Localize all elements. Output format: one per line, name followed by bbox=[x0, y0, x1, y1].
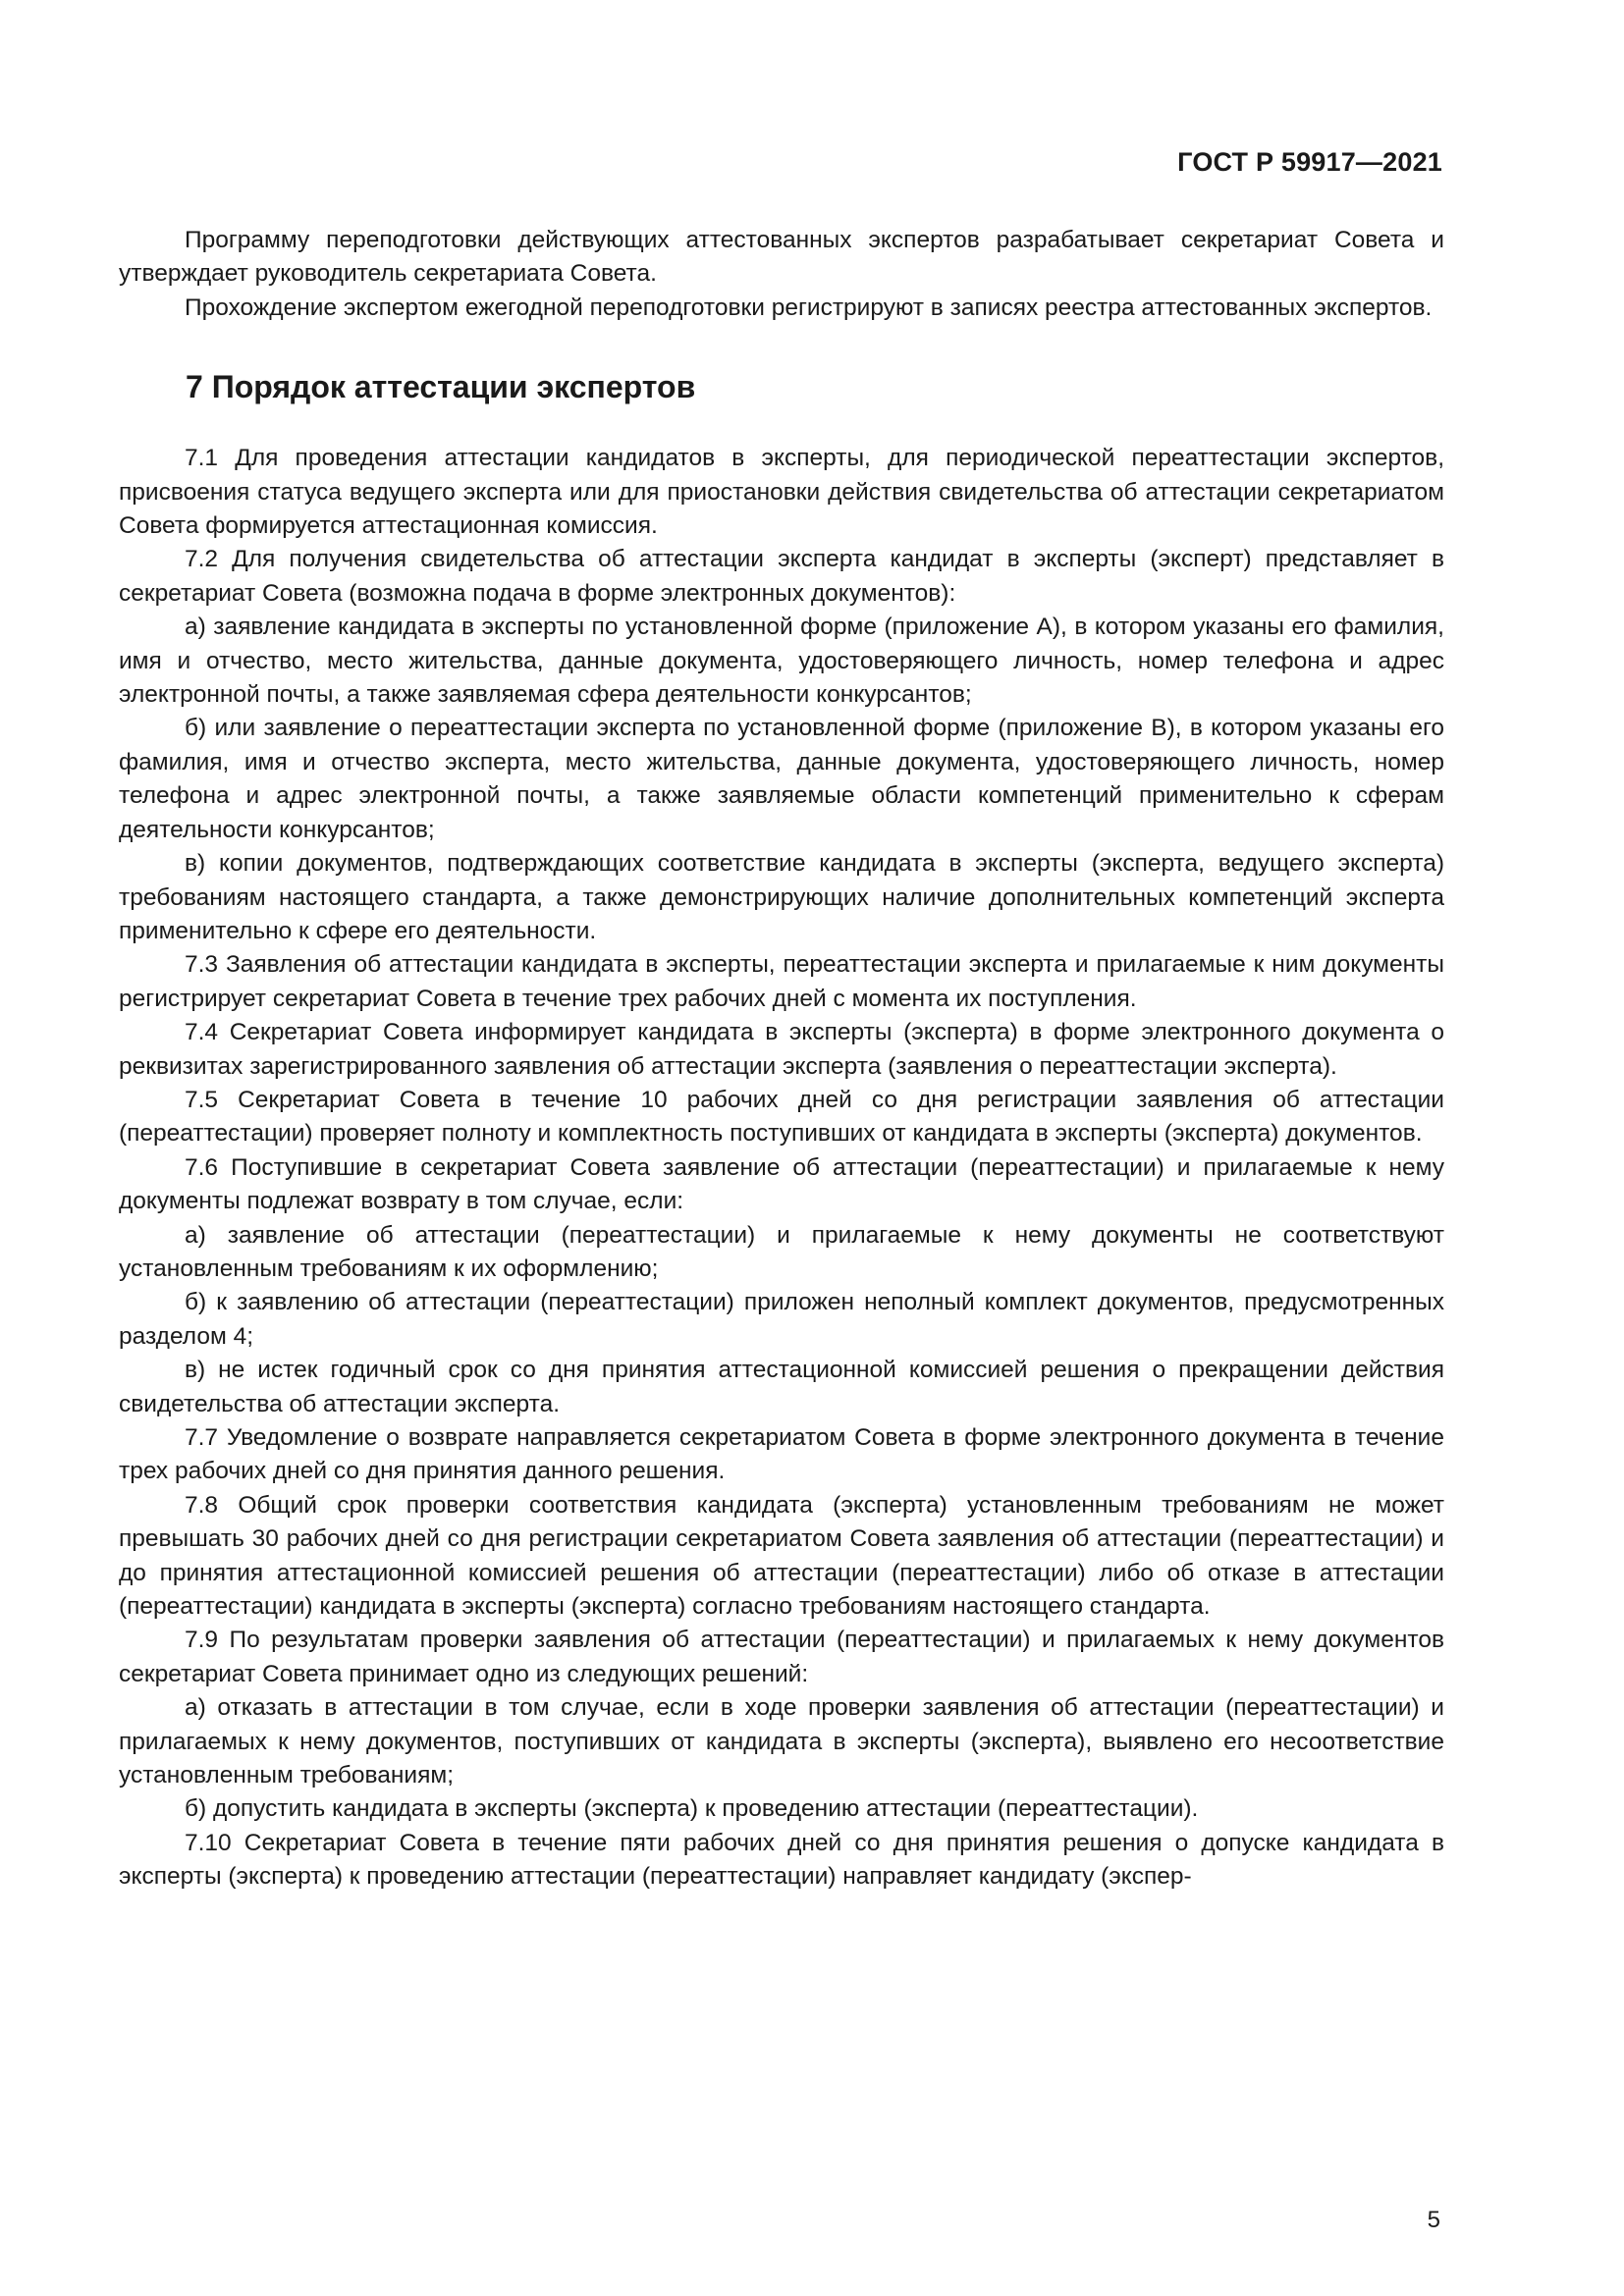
paragraph: 7.7 Уведомление о возврате направляется секретариатом Совета в форме электронного документа в течение трех рабочих дней со дня принятия данного решения. bbox=[119, 1424, 1444, 1485]
paragraph: Прохождение экспертом ежегодной переподготовки регистрируют в записях реестра аттестованных экспертов. bbox=[185, 294, 1433, 321]
section-title: 7 Порядок аттестации экспертов bbox=[186, 369, 696, 405]
list-item: а) отказать в аттестации в том случае, если в ходе проверки заявления об аттестации (переаттестации) и прилагаемых к нему документов, поступивших от кандидата в эксперты (эксперта), выявлено его несоответствие установленным требованиям; bbox=[119, 1694, 1444, 1789]
paragraph: Программу переподготовки действующих аттестованных экспертов разрабатывает секретариат Совета и утверждает руководитель секретариата Совета. bbox=[119, 227, 1444, 288]
list-item: а) заявление кандидата в эксперты по установленной форме (приложение А), в котором указаны его фамилия, имя и отчество, место жительства, данные документа, удостоверяющего личность, номер телефона и адрес электронной почты, а также заявляемая сфера деятельности конкурсантов; bbox=[119, 614, 1444, 709]
standard-designation: ГОСТ Р 59917—2021 bbox=[1177, 147, 1442, 177]
page-number: 5 bbox=[1427, 2207, 1440, 2233]
paragraph: 7.4 Секретариат Совета информирует кандидата в эксперты (эксперта) в форме электронного документа о реквизитах зарегистрированного заявления об аттестации эксперта (заявления о переаттестации эксперта). bbox=[119, 1019, 1444, 1080]
paragraph: 7.1 Для проведения аттестации кандидатов в эксперты, для периодической переаттестации экспертов, присвоения статуса ведущего эксперта или для приостановки действия свидетельства об аттестации секретариатом Совета формируется аттестационная комиссия. bbox=[119, 445, 1444, 540]
paragraph: 7.6 Поступившие в секретариат Совета заявление об аттестации (переаттестации) и прилагаемые к нему документы подлежат возврату в том случае, если: bbox=[119, 1153, 1444, 1215]
list-item: в) не истек годичный срок со дня принятия аттестационной комиссией решения о прекращении действия свидетельства об аттестации эксперта. bbox=[119, 1357, 1444, 1417]
paragraph: 7.2 Для получения свидетельства об аттестации эксперта кандидат в эксперты (эксперт) представляет в секретариат Совета (возможна подача в форме электронных документов): bbox=[119, 546, 1444, 607]
list-item: а) заявление об аттестации (переаттестации) и прилагаемые к нему документы не соответствуют установленным требованиям к их оформлению; bbox=[119, 1221, 1444, 1282]
list-item: б) допустить кандидата в эксперты (эксперта) к проведению аттестации (переаттестации). bbox=[185, 1795, 1199, 1823]
list-item: б) или заявление о переаттестации эксперта по установленной форме (приложение В), в котором указаны его фамилия, имя и отчество эксперта, место жительства, данные документа, удостоверяющего личность, номер телефона и адрес электронной почты, а также заявляемые области компетенций применительно к сферам деятельности конкурсантов; bbox=[119, 715, 1444, 843]
list-item: в) копии документов, подтверждающих соответствие кандидата в эксперты (эксперта, ведущего эксперта) требованиям настоящего стандарта, а также демонстрирующих наличие дополнительных компетенций эксперта применительно к сфере его деятельности. bbox=[119, 850, 1444, 944]
paragraph: 7.9 По результатам проверки заявления об аттестации (переаттестации) и прилагаемых к нему документов секретариат Совета принимает одно из следующих решений: bbox=[119, 1627, 1444, 1687]
paragraph: 7.5 Секретариат Совета в течение 10 рабочих дней со дня регистрации заявления об аттестации (переаттестации) проверяет полноту и комплектность поступивших от кандидата в эксперты (эксперта) документов. bbox=[119, 1086, 1444, 1148]
paragraph: 7.10 Секретариат Совета в течение пяти рабочих дней со дня принятия решения о допуске кандидата в эксперты (эксперта) к проведению аттестации (переаттестации) направляет кандидату (экспер- bbox=[119, 1829, 1444, 1891]
list-item: б) к заявлению об аттестации (переаттестации) приложен неполный комплект документов, предусмотренных разделом 4; bbox=[119, 1289, 1444, 1350]
document-body bbox=[119, 224, 1444, 1895]
paragraph: 7.3 Заявления об аттестации кандидата в эксперты, переаттестации эксперта и прилагаемые к ним документы регистрирует секретариат Совета в течение трех рабочих дней с момента их поступления. bbox=[119, 951, 1444, 1012]
paragraph: 7.8 Общий срок проверки соответствия кандидата (эксперта) установленным требованиям не может превышать 30 рабочих дней со дня регистрации секретариатом Совета заявления об аттестации (переаттестации) и до принятия аттестационной комиссией решения об аттестации (переаттестации) либо об отказе в аттестации (переаттестации) кандидата в эксперты (эксперта) согласно требованиям настоящего стандарта. bbox=[119, 1491, 1444, 1621]
